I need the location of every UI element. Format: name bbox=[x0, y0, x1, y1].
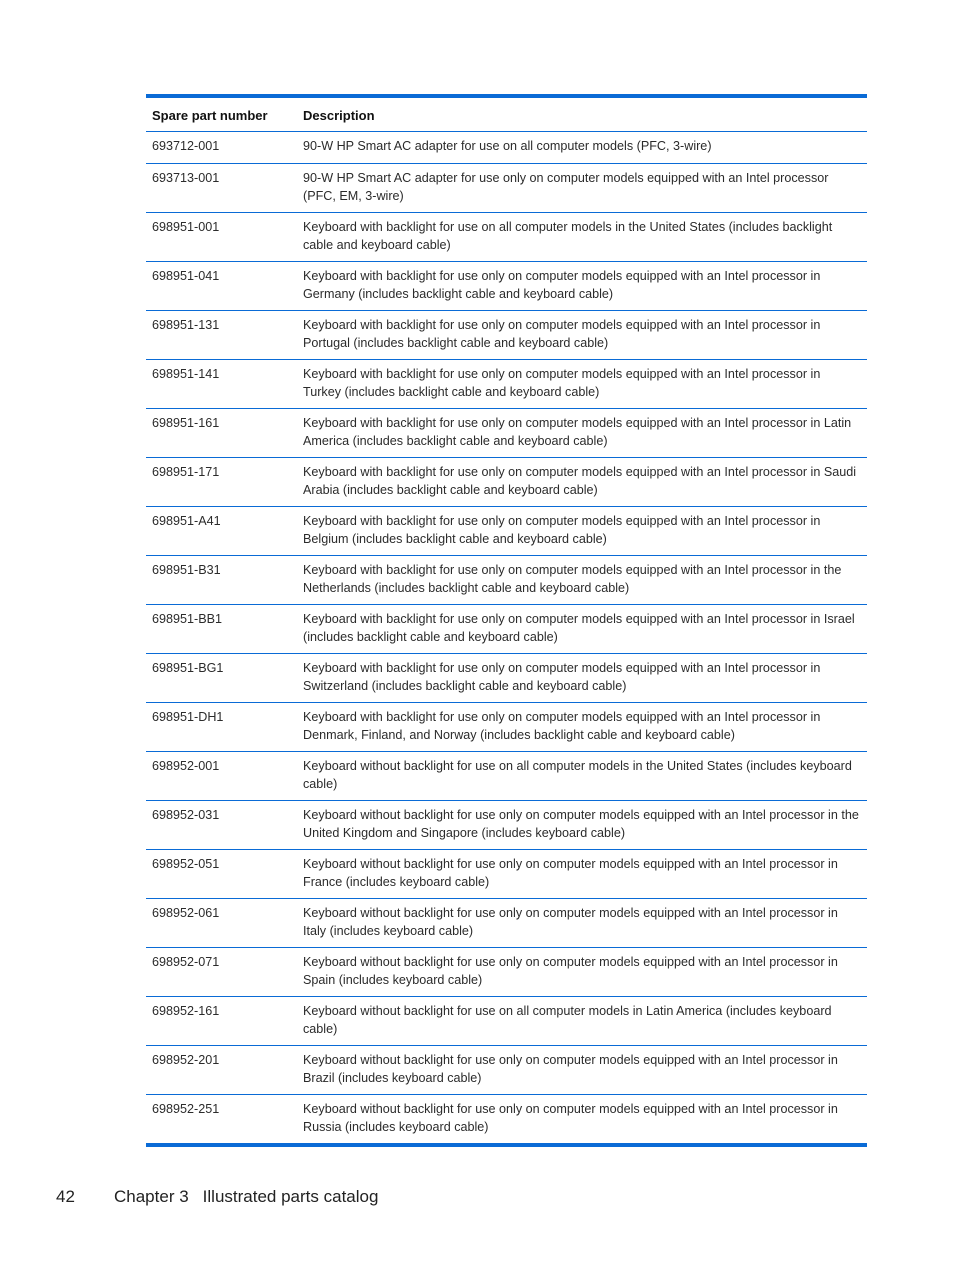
table-row bbox=[146, 164, 867, 213]
page-footer bbox=[56, 1187, 378, 1207]
part-number-cell: 698952-071 bbox=[146, 948, 297, 997]
table-row bbox=[146, 1095, 867, 1144]
description-cell: Keyboard with backlight for use only on computer models equipped with an Intel processor in Belgium (includes backlight cable and keyboard cable) bbox=[297, 507, 867, 556]
part-number-cell: 698952-031 bbox=[146, 801, 297, 850]
part-number-cell: 698951-B31 bbox=[146, 556, 297, 605]
table-row bbox=[146, 703, 867, 752]
parts-table-container bbox=[146, 94, 867, 1147]
description-cell: Keyboard without backlight for use only on computer models equipped with an Intel processor in Spain (includes keyboard cable) bbox=[297, 948, 867, 997]
part-number-cell: 698952-161 bbox=[146, 997, 297, 1046]
table-row bbox=[146, 507, 867, 556]
table-bottom-rule bbox=[146, 1143, 867, 1147]
header-description: Description bbox=[297, 98, 867, 132]
table-row bbox=[146, 1046, 867, 1095]
part-number-cell: 698951-A41 bbox=[146, 507, 297, 556]
table-row bbox=[146, 262, 867, 311]
chapter-title: Illustrated parts catalog bbox=[202, 1187, 379, 1206]
description-cell: Keyboard with backlight for use only on computer models equipped with an Intel processor in Germany (includes backlight cable and keyboard cable) bbox=[297, 262, 867, 311]
part-number-cell: 698952-251 bbox=[152, 1102, 220, 1116]
description-cell: Keyboard with backlight for use only on computer models equipped with an Intel processor in Turkey (includes backlight cable and keyboard cable) bbox=[297, 360, 867, 409]
description-cell: Keyboard without backlight for use on all computer models in Latin America (includes keyboard cable) bbox=[297, 997, 867, 1046]
table-row bbox=[146, 899, 867, 948]
part-number-cell: 698951-171 bbox=[146, 458, 297, 507]
table-row bbox=[146, 556, 867, 605]
part-number-cell: 693713-001 bbox=[146, 164, 297, 213]
table-row bbox=[146, 311, 867, 360]
header-spare-part-number: Spare part number bbox=[146, 98, 297, 132]
table-row bbox=[146, 654, 867, 703]
part-number-cell: 698951-041 bbox=[146, 262, 297, 311]
part-number-cell: 698951-001 bbox=[146, 213, 297, 262]
table-header-row bbox=[146, 98, 867, 132]
description-cell: Keyboard with backlight for use only on computer models equipped with an Intel processor in Portugal (includes backlight cable and keyboard cable) bbox=[297, 311, 867, 360]
table-row bbox=[146, 213, 867, 262]
part-number-cell: 698951-BG1 bbox=[146, 654, 297, 703]
description-cell: Keyboard without backlight for use only on computer models equipped with an Intel processor in Brazil (includes keyboard cable) bbox=[297, 1046, 867, 1095]
part-number-cell: 698951-161 bbox=[146, 409, 297, 458]
description-cell: Keyboard with backlight for use only on computer models equipped with an Intel processor in Israel (includes backlight cable and keyboard cable) bbox=[297, 605, 867, 654]
table-row bbox=[146, 948, 867, 997]
part-number-cell: 698952-061 bbox=[146, 899, 297, 948]
part-number-cell: 698951-DH1 bbox=[146, 703, 297, 752]
part-number-cell: 693712-001 bbox=[146, 132, 297, 164]
description-cell: Keyboard without backlight for use on all computer models in the United States (includes keyboard cable) bbox=[297, 752, 867, 801]
part-number-cell: 698952-001 bbox=[146, 752, 297, 801]
description-cell: Keyboard without backlight for use only on computer models equipped with an Intel processor in France (includes keyboard cable) bbox=[297, 850, 867, 899]
table-row bbox=[146, 801, 867, 850]
table-row bbox=[146, 409, 867, 458]
description-cell: 90-W HP Smart AC adapter for use on all computer models (PFC, 3-wire) bbox=[297, 132, 867, 164]
description-cell: Keyboard without backlight for use only on computer models equipped with an Intel processor in Italy (includes keyboard cable) bbox=[297, 899, 867, 948]
table-row bbox=[146, 850, 867, 899]
part-number-cell: 698951-141 bbox=[146, 360, 297, 409]
description-cell: Keyboard without backlight for use only on computer models equipped with an Intel processor in the United Kingdom and Singapore (includes keyboard cable) bbox=[297, 801, 867, 850]
description-cell: Keyboard with backlight for use only on computer models equipped with an Intel processor in Latin America (includes backlight cable and keyboard cable) bbox=[297, 409, 867, 458]
description-cell: Keyboard with backlight for use only on computer models equipped with an Intel processor in Denmark, Finland, and Norway (includes backlight cable and keyboard cable) bbox=[297, 703, 867, 752]
description-cell: 90-W HP Smart AC adapter for use only on computer models equipped with an Intel processor (PFC, EM, 3-wire) bbox=[297, 164, 867, 213]
description-cell: Keyboard with backlight for use only on computer models equipped with an Intel processor in Saudi Arabia (includes backlight cable and keyboard cable) bbox=[297, 458, 867, 507]
description-cell: Keyboard with backlight for use only on computer models equipped with an Intel processor in the Netherlands (includes backlight cable and keyboard cable) bbox=[297, 556, 867, 605]
table-row bbox=[146, 132, 867, 164]
part-number-cell: 698951-BB1 bbox=[146, 605, 297, 654]
part-number-cell: 698951-131 bbox=[146, 311, 297, 360]
table-row bbox=[146, 458, 867, 507]
description-cell: Keyboard with backlight for use only on computer models equipped with an Intel processor in Switzerland (includes backlight cable and keyboard cable) bbox=[297, 654, 867, 703]
table-row bbox=[146, 360, 867, 409]
part-number-cell: 698952-051 bbox=[146, 850, 297, 899]
page-number: 42 bbox=[56, 1187, 75, 1206]
table-row bbox=[146, 997, 867, 1046]
chapter-label: Chapter 3 bbox=[114, 1187, 189, 1206]
table-row bbox=[146, 605, 867, 654]
parts-table bbox=[146, 98, 867, 1143]
description-cell: Keyboard without backlight for use only on computer models equipped with an Intel processor in Russia (includes keyboard cable) bbox=[303, 1102, 838, 1134]
part-number-cell: 698952-201 bbox=[146, 1046, 297, 1095]
table-row bbox=[146, 752, 867, 801]
description-cell: Keyboard with backlight for use on all computer models in the United States (includes backlight cable and keyboard cable) bbox=[297, 213, 867, 262]
